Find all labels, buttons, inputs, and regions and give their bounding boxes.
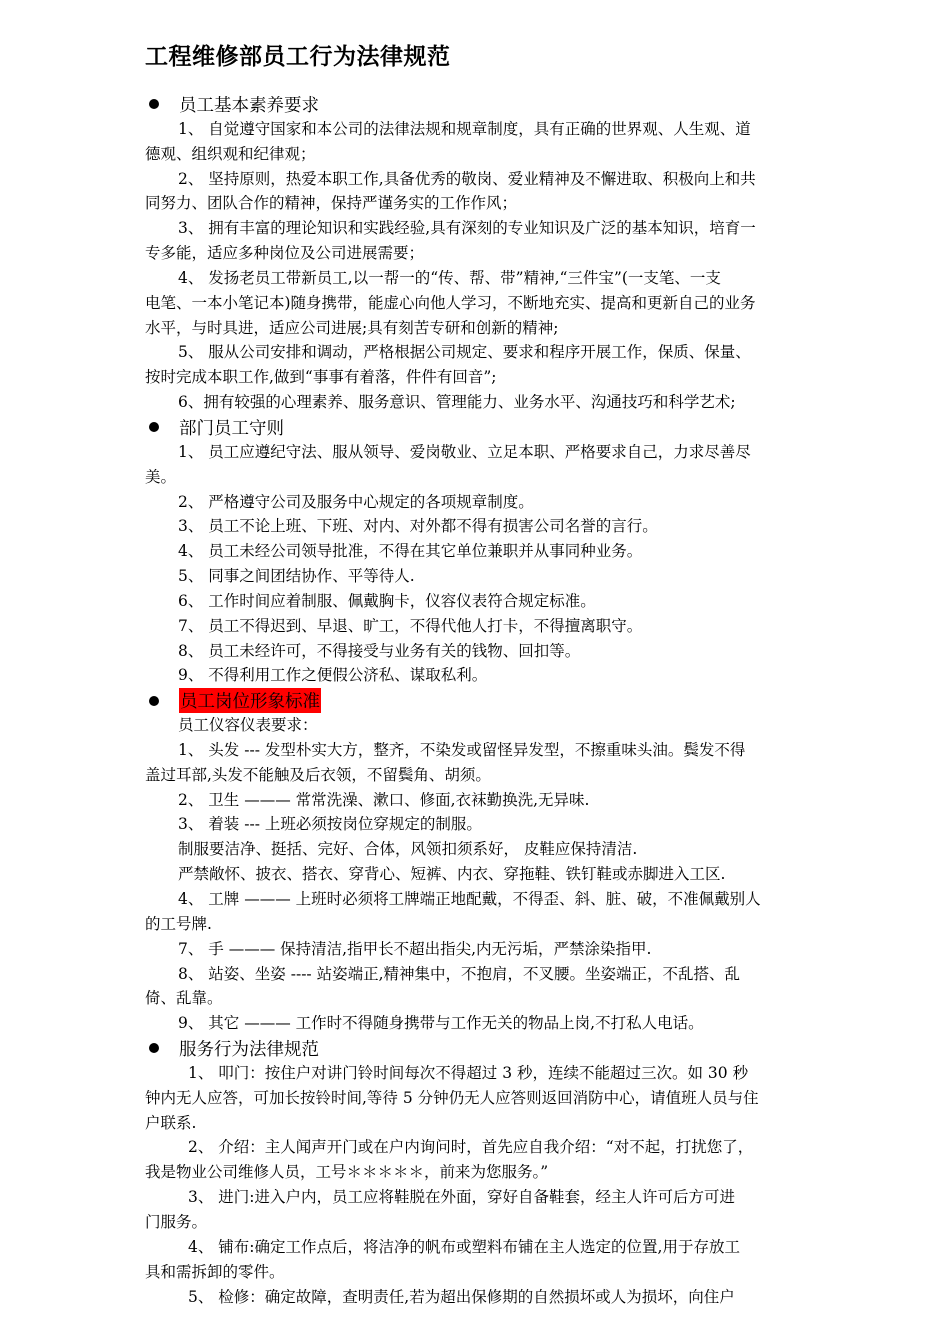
paragraph-line: 钟内无人应答，可加长按铃时间,等待 5 分钟仍无人应答则返回消防中心，请值班人员与住 <box>145 1088 759 1107</box>
paragraph-line: 按时完成本职工作,做到“事事有着落，件件有回音”; <box>145 368 497 387</box>
section-heading <box>145 92 809 117</box>
bullet-icon <box>149 99 159 109</box>
bullet-icon <box>149 422 159 432</box>
section-heading <box>145 688 809 713</box>
paragraph-line: 9、 其它 ——— 工作时不得随身携带与工作无关的物品上岗,不打私人电话。 <box>178 1014 704 1033</box>
paragraph-line: 电笔、一本小笔记本)随身携带，能虚心向他人学习，不断地充实、提高和更新自己的业务 <box>145 293 756 312</box>
paragraph-line: 7、 员工不得迟到、早退、旷工，不得代他人打卡，不得擅离职守。 <box>178 616 643 635</box>
document-body <box>145 92 809 1309</box>
paragraph-line: 3、 员工不论上班、下班、对内、对外都不得有损害公司名誉的言行。 <box>178 517 658 536</box>
paragraph-line: 1、 自觉遵守国家和本公司的法律法规和规章制度，具有正确的世界观、人生观、道 <box>178 119 751 138</box>
paragraph-line: 8、 员工未经许可，不得接受与业务有关的钱物、回扣等。 <box>178 641 581 660</box>
paragraph-line: 同努力、团队合作的精神，保持严谨务实的工作作风； <box>145 194 518 213</box>
section-heading <box>145 1036 809 1061</box>
bullet-icon <box>149 1043 159 1053</box>
paragraph-line: 2、 严格遵守公司及服务中心规定的各项规章制度。 <box>178 492 534 511</box>
document-title: 工程维修部员工行为法律规范 <box>145 44 451 70</box>
paragraph-line: 制服要洁净、挺括、完好、合体，风领扣须系好， 皮鞋应保持清洁. <box>178 840 638 859</box>
paragraph-line: 严禁敞怀、披衣、搭衣、穿背心、短裤、内衣、穿拖鞋、铁钉鞋或赤脚进入工区. <box>178 865 726 884</box>
paragraph-line: 3、 拥有丰富的理论知识和实践经验,具有深刻的专业知识及广泛的基本知识，培育一 <box>178 219 756 238</box>
paragraph-line: 专多能，适应多种岗位及公司进展需要； <box>145 244 425 263</box>
paragraph-line: 1、 头发 --- 发型朴实大方，整齐，不染发或留怪异发型，不擦重味头油。鬓发不得 <box>178 740 746 759</box>
section-heading <box>145 415 809 440</box>
paragraph-line: 8、 站姿、坐姿 ---- 站姿端正,精神集中，不抱肩，不叉腰。坐姿端正，不乱搭、乱 <box>178 964 741 983</box>
paragraph-line: 5、 服从公司安排和调动，严格根据公司规定、要求和程序开展工作，保质、保量、 <box>178 343 751 362</box>
paragraph-line: 5、 同事之间团结协作、平等待人. <box>178 567 415 586</box>
paragraph-line: 6、 工作时间应着制服、佩戴胸卡，仪容仪表符合规定标准。 <box>178 591 596 610</box>
paragraph-line: 的工号牌. <box>145 914 212 933</box>
paragraph-line: 4、 工牌 ——— 上班时必须将工牌端正地配戴，不得歪、斜、脏、破，不准佩戴别人 <box>178 890 761 908</box>
paragraph-line: 2、 介绍：主人闻声开门或在户内询问时，首先应自我介绍：“对不起，打扰您了， <box>188 1138 754 1157</box>
paragraph-line: 我是物业公司维修人员，工号＊＊＊＊＊，前来为您服务。” <box>145 1163 549 1182</box>
paragraph-line: 员工仪容仪表要求： <box>178 716 318 735</box>
section-heading-text: 服务行为法律规范 <box>179 1039 319 1060</box>
paragraph-line: 6、拥有较强的心理素养、服务意识、管理能力、业务水平、沟通技巧和科学艺术; <box>178 393 736 412</box>
paragraph-line: 倚、乱靠。 <box>145 989 223 1008</box>
paragraph-line: 户联系. <box>145 1113 197 1132</box>
paragraph-line: 3、 着装 --- 上班必须按岗位穿规定的制服。 <box>178 815 482 834</box>
paragraph-line: 4、 发扬老员工带新员工,以一帮一的“传、帮、带”精神,“三件宝”(一支笔、一支 <box>178 268 721 287</box>
paragraph-line: 9、 不得利用工作之便假公济私、谋取私利。 <box>178 666 488 685</box>
paragraph-line: 德观、组织观和纪律观； <box>145 144 316 163</box>
section-heading-text: 部门员工守则 <box>179 418 284 439</box>
paragraph-line: 5、 检修：确定故障，查明责任,若为超出保修期的自然损坏或人为损坏，向住户 <box>188 1287 735 1306</box>
paragraph-line: 1、 员工应遵纪守法、服从领导、爱岗敬业、立足本职、严格要求自己，力求尽善尽 <box>178 442 751 461</box>
section-heading-text: 员工岗位形象标准 <box>179 688 321 713</box>
paragraph-line: 2、 卫生 ——— 常常洗澡、漱口、修面,衣袜勤换洗,无异味. <box>178 790 590 809</box>
paragraph-line: 具和需拆卸的零件。 <box>145 1262 285 1281</box>
paragraph-line: 1、 叩门：按住户对讲门铃时间每次不得超过 3 秒，连续不能超过三次。如 30 秒 <box>188 1063 749 1082</box>
paragraph-line: 4、 员工未经公司领导批准，不得在其它单位兼职并从事同种业务。 <box>178 542 643 561</box>
bullet-icon <box>149 696 159 706</box>
paragraph-line: 美。 <box>145 467 177 486</box>
section-heading-text: 员工基本素养要求 <box>179 95 319 116</box>
paragraph-line: 7、 手 ——— 保持清洁,指甲长不超出指尖,内无污垢，严禁涂染指甲. <box>178 939 652 958</box>
paragraph-line: 4、 铺布:确定工作点后，将洁净的帆布或塑料布铺在主人选定的位置,用于存放工 <box>188 1237 740 1256</box>
paragraph-line: 盖过耳部,头发不能触及后衣领，不留鬓角、胡须。 <box>145 765 491 784</box>
paragraph-line: 水平，与时具进，适应公司进展;具有刻苦专研和创新的精神; <box>145 318 559 337</box>
paragraph-line: 2、 坚持原则，热爱本职工作,具备优秀的敬岗、爱业精神及不懈进取、积极向上和共 <box>178 169 756 188</box>
paragraph-line: 3、 进门:进入户内，员工应将鞋脱在外面，穿好自备鞋套，经主人许可后方可进 <box>188 1188 736 1207</box>
paragraph-line: 门服务。 <box>145 1212 208 1231</box>
